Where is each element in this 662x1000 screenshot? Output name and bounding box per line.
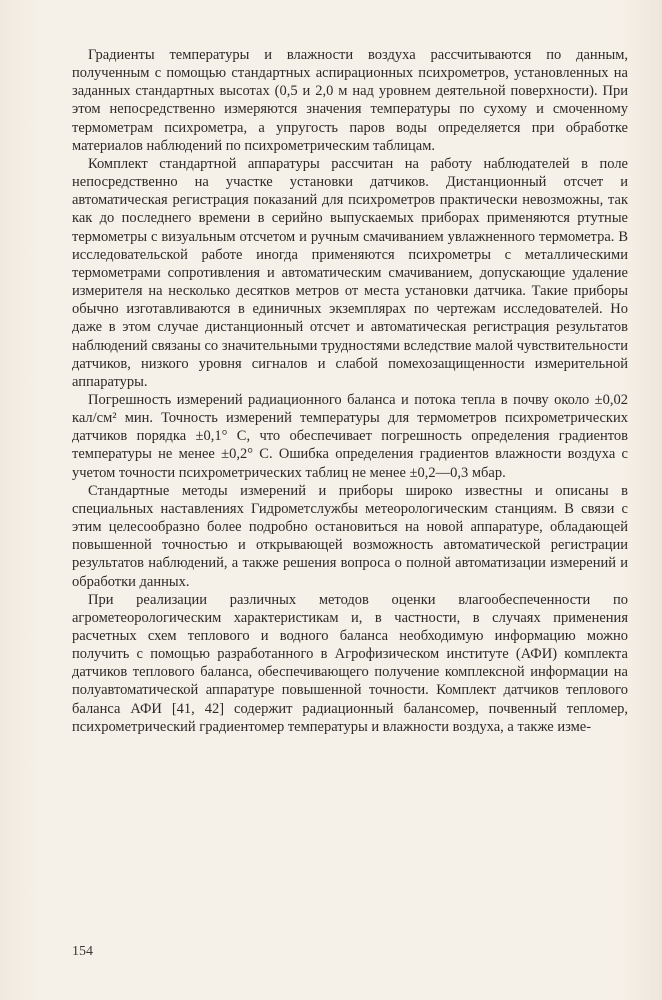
paragraph-2: Комплект стандартной аппаратуры рассчитан на работу наблюдателей в поле непосредственно на участке установки датчиков. Дистанционный отсчет и автоматическая регистрация показаний для психрометров практически невозможны, так как до последнего времени в серийно выпускаемых приборах применяются ртутные термометры с визуальным отсчетом и ручным смачиванием увлажненного термометра. В исследовательской работе иногда применяются психрометры с металлическими термометрами сопротивления и автоматическим смачиванием, допускающие удаление измерителя на несколько десятков метров от места установки датчика. Такие приборы обычно изготавливаются в единичных экземплярах по чертежам исследователей. Но даже в этом случае дистанционный отсчет и автоматическая регистрация результатов наблюдений связаны со значительными трудностями вследствие малой чувствительности датчиков, низкого уровня сигналов и слабой помехозащищенности измерительной аппаратуры. bbox=[72, 155, 628, 390]
page-number: 154 bbox=[72, 944, 93, 959]
body-text bbox=[72, 46, 628, 736]
paragraph-5: При реализации различных методов оценки влагообеспеченности по агрометеорологическим характеристикам и, в частности, в случаях применения расчетных схем теплового и водного баланса необходимую информацию можно получить с помощью разработанного в Агрофизическом институте (АФИ) комплекта датчиков теплового баланса, обеспечивающего получение комплексной информации на полуавтоматической аппаратуре повышенной точности. Комплект датчиков теплового баланса АФИ [41, 42] содержит радиационный балансомер, почвенный тепломер, психрометрический градиентомер температуры и влажности воздуха, а также изме- bbox=[72, 591, 628, 735]
paragraph-4: Стандартные методы измерений и приборы широко известны и описаны в специальных наставлениях Гидрометслужбы метеорологическим станциям. В связи с этим целесообразно более подробно остановиться на новой аппаратуре, обладающей повышенной точностью и открывающей возможность автоматической регистрации результатов наблюдений, а также решения вопроса о полной автоматизации измерений и обработки данных. bbox=[72, 482, 628, 590]
paragraph-3: Погрешность измерений радиационного баланса и потока тепла в почву около ±0,02 кал/см² мин. Точность измерений температуры для термометров психрометрических датчиков порядка ±0,1° С, что обеспечивает погрешность определения градиентов температуры не менее ±0,2° С. Ошибка определения градиентов влажности воздуха с учетом точности психрометрических таблиц не менее ±0,2—0,3 мбар. bbox=[72, 391, 628, 481]
paragraph-1: Градиенты температуры и влажности воздуха рассчитываются по данным, полученным с помощью стандартных аспирационных психрометров, установленных на заданных стандартных высотах (0,5 и 2,0 м над уровнем деятельной поверхности). При этом непосредственно измеряются значения температуры по сухому и смоченному термометрам психрометра, а упругость паров воды определяется при обработке материалов наблюдений по психрометрическим таблицам. bbox=[72, 47, 628, 154]
